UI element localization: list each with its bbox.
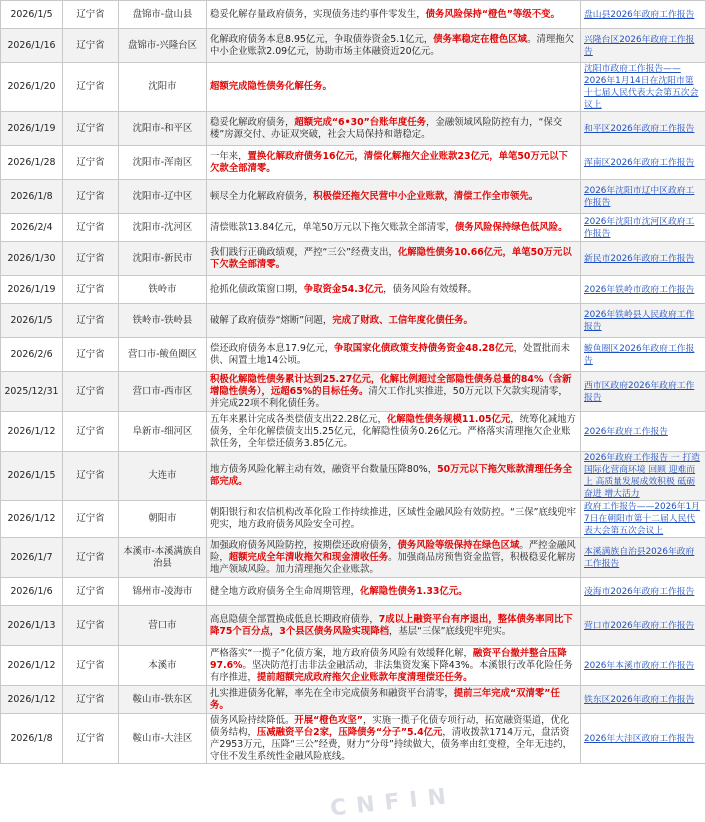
source-link[interactable]: 鲅鱼圈区2026年政府工作报告 xyxy=(584,344,694,366)
content-text: 。加强商品房预售资金监管，积极稳妥化解房地产领域风险。加力清理拖欠企业账款。 xyxy=(210,552,576,575)
date-cell: 2026/1/19 xyxy=(1,276,63,304)
content-cell xyxy=(207,452,581,501)
content-cell xyxy=(207,242,581,276)
date-cell: 2026/1/19 xyxy=(1,112,63,146)
city-cell: 营口市-鲅鱼圈区 xyxy=(119,338,207,372)
city-cell: 沈阳市-沈河区 xyxy=(119,214,207,242)
highlight-text: 50万元以下拖欠账款清理任务全部完成。 xyxy=(210,464,572,487)
province-cell: 辽宁省 xyxy=(63,1,119,29)
date-cell: 2026/1/12 xyxy=(1,646,63,686)
city-cell: 营口市-西市区 xyxy=(119,372,207,412)
source-cell xyxy=(581,180,705,214)
source-link[interactable]: 浑南区2026年政府工作报告 xyxy=(584,158,694,168)
city-cell: 阜新市-细河区 xyxy=(119,412,207,452)
content-text: ，债务风险有效缓释。 xyxy=(383,284,477,295)
highlight-text: 债务率稳定在橙色区域 xyxy=(433,34,527,45)
content-cell xyxy=(207,578,581,606)
highlight-text: 债务风险保持“橙色”等级不变。 xyxy=(426,9,560,20)
table-row xyxy=(1,412,705,452)
table-row xyxy=(1,452,705,501)
table-row xyxy=(1,276,705,304)
source-cell xyxy=(581,372,705,412)
source-cell xyxy=(581,714,705,764)
table-row xyxy=(1,686,705,714)
province-cell: 辽宁省 xyxy=(63,686,119,714)
province-cell: 辽宁省 xyxy=(63,452,119,501)
date-cell: 2026/1/7 xyxy=(1,538,63,578)
source-cell xyxy=(581,63,705,112)
date-cell: 2026/1/8 xyxy=(1,714,63,764)
content-text: 朝阳银行和农信机构改革化险工作持续推进，区域性金融风险有效防控。“三保”底线兜牢兜实，地方政府债务风险安全可控。 xyxy=(210,507,576,530)
content-cell xyxy=(207,29,581,63)
source-link[interactable]: 凌海市2026年政府工作报告 xyxy=(584,587,694,597)
date-cell: 2026/1/20 xyxy=(1,63,63,112)
source-link[interactable]: 兴隆台区2026年政府工作报告 xyxy=(584,35,694,57)
source-link[interactable]: 本溪满族自治县2026年政府工作报告 xyxy=(584,547,694,569)
content-text: ，金融领域风险防控有力，“保交楼”房源交付、办证双突破，社会大局保持和谐稳定。 xyxy=(210,117,562,140)
content-text: ，清收拨款1714万元，盘活资产2953万元，压降“三公”经费，财力“分母”持续做大，债务率由红变橙，全年无违约，守住不发生系统性金融风险底线。 xyxy=(210,727,572,762)
table-row xyxy=(1,338,705,372)
highlight-text: 化解隐性债务1.33亿元。 xyxy=(360,586,468,597)
date-cell: 2025/12/31 xyxy=(1,372,63,412)
source-cell xyxy=(581,578,705,606)
highlight-text: 争取国家化债政策支持债务资金48.28亿元 xyxy=(334,343,514,354)
city-cell: 本溪市 xyxy=(119,646,207,686)
content-cell xyxy=(207,1,581,29)
report-table-body xyxy=(1,1,705,764)
content-text: 地方债务风险化解主动有效，融资平台数量压降80%， xyxy=(210,464,437,475)
highlight-text: 提前超额完成政府拖欠企业账款年度清理偿还任务。 xyxy=(257,672,473,683)
content-text: 稳妥化解存量政府债务，实现债务违约事件零发生， xyxy=(210,9,426,20)
highlight-text: 债务风险等级保持在绿色区域 xyxy=(398,540,520,551)
content-cell xyxy=(207,180,581,214)
city-cell: 盘锦市-盘山县 xyxy=(119,1,207,29)
content-text: 顿尽全力化解政府债务， xyxy=(210,191,313,202)
content-cell xyxy=(207,606,581,646)
date-cell: 2026/2/6 xyxy=(1,338,63,372)
date-cell: 2026/1/12 xyxy=(1,412,63,452)
source-link[interactable]: 2026年本溪市政府工作报告 xyxy=(584,661,694,671)
highlight-text: 超额完成“6•30”台账年度任务 xyxy=(294,117,426,128)
source-cell xyxy=(581,646,705,686)
source-cell xyxy=(581,338,705,372)
content-cell xyxy=(207,63,581,112)
city-cell: 沈阳市-和平区 xyxy=(119,112,207,146)
content-text: 偿还政府债务本息17.9亿元， xyxy=(210,343,334,354)
source-cell xyxy=(581,606,705,646)
province-cell: 辽宁省 xyxy=(63,338,119,372)
source-cell xyxy=(581,304,705,338)
province-cell: 辽宁省 xyxy=(63,242,119,276)
province-cell: 辽宁省 xyxy=(63,63,119,112)
city-cell: 朝阳市 xyxy=(119,501,207,538)
content-text: 清欠工作扎实推进，50万元以下欠款实现清零，并完成22项不利化债任务。 xyxy=(210,386,568,409)
content-cell xyxy=(207,646,581,686)
city-cell: 鞍山市-大洼区 xyxy=(119,714,207,764)
table-row xyxy=(1,180,705,214)
content-text: 严格落实“一揽子”化债方案，地方政府债务风险有效缓释化解， xyxy=(210,648,473,659)
highlight-text: 提前三年完成“双清零”任务。 xyxy=(210,688,560,711)
watermark: CNFIN xyxy=(329,783,457,821)
source-link[interactable]: 政府工作报告——2026年1月7日在朝阳市第十二届人民代表大会第五次会议上 xyxy=(584,502,700,536)
city-cell: 盘锦市-兴隆台区 xyxy=(119,29,207,63)
content-cell xyxy=(207,412,581,452)
table-row xyxy=(1,372,705,412)
content-text: 高息隐债全部置换成低息长期政府债券， xyxy=(210,614,379,625)
source-link[interactable]: 2026年政府工作报告 一 打造国际化营商环境 回顾 迎难而上 高质量发展成效积极 砥砺奋进 增大活力 xyxy=(584,453,700,499)
content-text: ，处置批而未供、闲置土地14公顷。 xyxy=(210,343,570,366)
date-cell: 2026/1/12 xyxy=(1,501,63,538)
source-cell xyxy=(581,452,705,501)
table-row xyxy=(1,304,705,338)
content-text: 清偿账款13.84亿元，单笔50万元以下拖欠账款全部清零， xyxy=(210,222,455,233)
content-text: 扎实推进债务化解，率先在全市完成债务和融资平台清零， xyxy=(210,688,454,699)
content-cell xyxy=(207,214,581,242)
content-text: 稳妥化解政府债务， xyxy=(210,117,294,128)
province-cell: 辽宁省 xyxy=(63,606,119,646)
table-row xyxy=(1,578,705,606)
city-cell: 铁岭市 xyxy=(119,276,207,304)
content-text: 化解政府债务本息8.95亿元，争取债券资金5.1亿元， xyxy=(210,34,433,45)
source-cell xyxy=(581,242,705,276)
province-cell: 辽宁省 xyxy=(63,714,119,764)
table-row xyxy=(1,112,705,146)
content-text: 。严控金融风险， xyxy=(210,540,576,563)
source-cell xyxy=(581,29,705,63)
date-cell: 2026/1/13 xyxy=(1,606,63,646)
content-cell xyxy=(207,112,581,146)
highlight-text: 积极化解隐性债务累计达到25.27亿元，化解比例超过全部隐性债务总量的84%（含新增隐性债务），远超65%的目标任务。 xyxy=(210,374,571,397)
source-link[interactable]: 盘山县2026年政府工作报告 xyxy=(584,10,694,20)
content-cell xyxy=(207,372,581,412)
source-link[interactable]: 营口市2026年政府工作报告 xyxy=(584,621,694,631)
source-cell xyxy=(581,686,705,714)
source-link[interactable]: 2026年沈阳市沈河区政府工作报告 xyxy=(584,217,694,239)
table-row xyxy=(1,1,705,29)
content-text: 健全地方政府债务全生命周期管理， xyxy=(210,586,360,597)
content-cell xyxy=(207,146,581,180)
highlight-text: 积极偿还拖欠民营中小企业账款，清偿工作全市领先。 xyxy=(313,191,538,202)
content-text: 。清理拖欠中小企业账款2.09亿元，协助市场主体融资近20亿元。 xyxy=(210,34,574,57)
province-cell: 辽宁省 xyxy=(63,112,119,146)
highlight-text: 超额完成隐性债务化解任务。 xyxy=(210,81,332,92)
table-row xyxy=(1,242,705,276)
content-text: 一年来， xyxy=(210,151,248,162)
province-cell: 辽宁省 xyxy=(63,29,119,63)
province-cell: 辽宁省 xyxy=(63,146,119,180)
city-cell: 鞍山市-铁东区 xyxy=(119,686,207,714)
highlight-text: 债务风险保持绿色低风险。 xyxy=(455,222,568,233)
highlight-text: 超额完成全年清收拖欠和现金清收任务 xyxy=(229,552,388,563)
source-link[interactable]: 2026年铁岭县人民政府工作报告 xyxy=(584,310,694,332)
province-cell: 辽宁省 xyxy=(63,304,119,338)
source-link[interactable]: 沈阳市政府工作报告——2026年1月14日在沈阳市第十七届人民代表大会第五次会议上 xyxy=(584,64,698,110)
source-link[interactable]: 新民市2026年政府工作报告 xyxy=(584,254,694,264)
province-cell: 辽宁省 xyxy=(63,214,119,242)
content-text: ，实施一揽子化债专项行动，拓宽融资渠道，优化债务结构， xyxy=(210,715,569,738)
content-cell xyxy=(207,304,581,338)
date-cell: 2026/1/30 xyxy=(1,242,63,276)
city-cell: 营口市 xyxy=(119,606,207,646)
content-text: 债务风险持续降低。 xyxy=(210,715,294,726)
city-cell: 沈阳市 xyxy=(119,63,207,112)
highlight-text: 融资平台撤并整合压降97.6% xyxy=(210,648,567,671)
content-text: ，基层“三保”底线兜牢兜实。 xyxy=(389,626,511,637)
source-cell xyxy=(581,501,705,538)
table-row xyxy=(1,646,705,686)
table-row xyxy=(1,146,705,180)
province-cell: 辽宁省 xyxy=(63,578,119,606)
source-cell xyxy=(581,538,705,578)
province-cell: 辽宁省 xyxy=(63,501,119,538)
table-row xyxy=(1,214,705,242)
source-link[interactable]: 西市区政府2026年政府工作报告 xyxy=(584,381,694,403)
content-text: 抢抓化债政策窗口期， xyxy=(210,284,304,295)
source-link[interactable]: 2026年政府工作报告 xyxy=(584,427,668,437)
source-link[interactable]: 和平区2026年政府工作报告 xyxy=(584,124,694,134)
city-cell: 大连市 xyxy=(119,452,207,501)
content-text: 我们践行正确政绩观，严控“三公”经费支出， xyxy=(210,247,398,258)
city-cell: 沈阳市-浑南区 xyxy=(119,146,207,180)
date-cell: 2026/1/15 xyxy=(1,452,63,501)
table-row xyxy=(1,29,705,63)
source-link[interactable]: 2026年大洼区政府工作报告 xyxy=(584,734,694,744)
table-row xyxy=(1,538,705,578)
date-cell: 2026/1/5 xyxy=(1,304,63,338)
table-row xyxy=(1,501,705,538)
highlight-text: 置换化解政府债务16亿元，清偿化解拖欠企业账款23亿元，单笔50万元以下欠款全部清零。 xyxy=(210,151,568,174)
date-cell: 2026/1/16 xyxy=(1,29,63,63)
content-text: 。坚决防范打击非法金融活动，非法集资发案下降43%。本溪银行改革化险任务有序推进， xyxy=(210,660,573,683)
content-cell xyxy=(207,538,581,578)
date-cell: 2026/2/4 xyxy=(1,214,63,242)
city-cell: 锦州市-凌海市 xyxy=(119,578,207,606)
source-link[interactable]: 2026年沈阳市辽中区政府工作报告 xyxy=(584,186,694,208)
content-cell xyxy=(207,501,581,538)
content-text: 五年来累计完成各类偿债支出22.28亿元， xyxy=(210,414,387,425)
table-row xyxy=(1,714,705,764)
city-cell: 铁岭市-铁岭县 xyxy=(119,304,207,338)
source-link[interactable]: 铁东区2026年政府工作报告 xyxy=(584,695,694,705)
city-cell: 沈阳市-新民市 xyxy=(119,242,207,276)
province-cell: 辽宁省 xyxy=(63,372,119,412)
date-cell: 2026/1/5 xyxy=(1,1,63,29)
source-cell xyxy=(581,412,705,452)
date-cell: 2026/1/6 xyxy=(1,578,63,606)
content-text: ，统筹化减地方债务，全年化解偿债支出5.25亿元，化解隐性债务0.26亿元。严格落实清理拖欠企业账款任务，全年偿还债务3.85亿元。 xyxy=(210,414,576,449)
date-cell: 2026/1/12 xyxy=(1,686,63,714)
table-row xyxy=(1,63,705,112)
province-cell: 辽宁省 xyxy=(63,180,119,214)
source-cell xyxy=(581,112,705,146)
province-cell: 辽宁省 xyxy=(63,646,119,686)
highlight-text: 压减融资平台2家，压降债务“分子”5.4亿元 xyxy=(257,727,442,738)
highlight-text: 完成了财政、工信年度化债任务。 xyxy=(332,315,473,326)
content-cell xyxy=(207,686,581,714)
source-cell xyxy=(581,146,705,180)
province-cell: 辽宁省 xyxy=(63,538,119,578)
source-cell xyxy=(581,1,705,29)
highlight-text: 争取资金54.3亿元 xyxy=(304,284,383,295)
content-cell xyxy=(207,714,581,764)
source-cell xyxy=(581,214,705,242)
source-link[interactable]: 2026年铁岭市政府工作报告 xyxy=(584,285,694,295)
highlight-text: 化解隐性债务规模11.05亿元 xyxy=(387,414,510,425)
highlight-text: 7成以上融资平台有序退出，整体债务率同比下降75个百分点，3个县区债务风险实现降档 xyxy=(210,614,573,637)
city-cell: 本溪市-本溪满族自治县 xyxy=(119,538,207,578)
content-text: 加强政府债务风险防控，按期偿还政府债务， xyxy=(210,540,398,551)
source-cell xyxy=(581,276,705,304)
date-cell: 2026/1/28 xyxy=(1,146,63,180)
highlight-text: 化解隐性债务10.66亿元，单笔50万元以下欠款全部清零。 xyxy=(210,247,572,270)
province-cell: 辽宁省 xyxy=(63,412,119,452)
date-cell: 2026/1/8 xyxy=(1,180,63,214)
content-cell xyxy=(207,276,581,304)
table-row xyxy=(1,606,705,646)
content-cell xyxy=(207,338,581,372)
content-text: 破解了政府债券“熔断”问题， xyxy=(210,315,332,326)
highlight-text: 开展“橙色攻坚” xyxy=(294,715,363,726)
city-cell: 沈阳市-辽中区 xyxy=(119,180,207,214)
province-cell: 辽宁省 xyxy=(63,276,119,304)
